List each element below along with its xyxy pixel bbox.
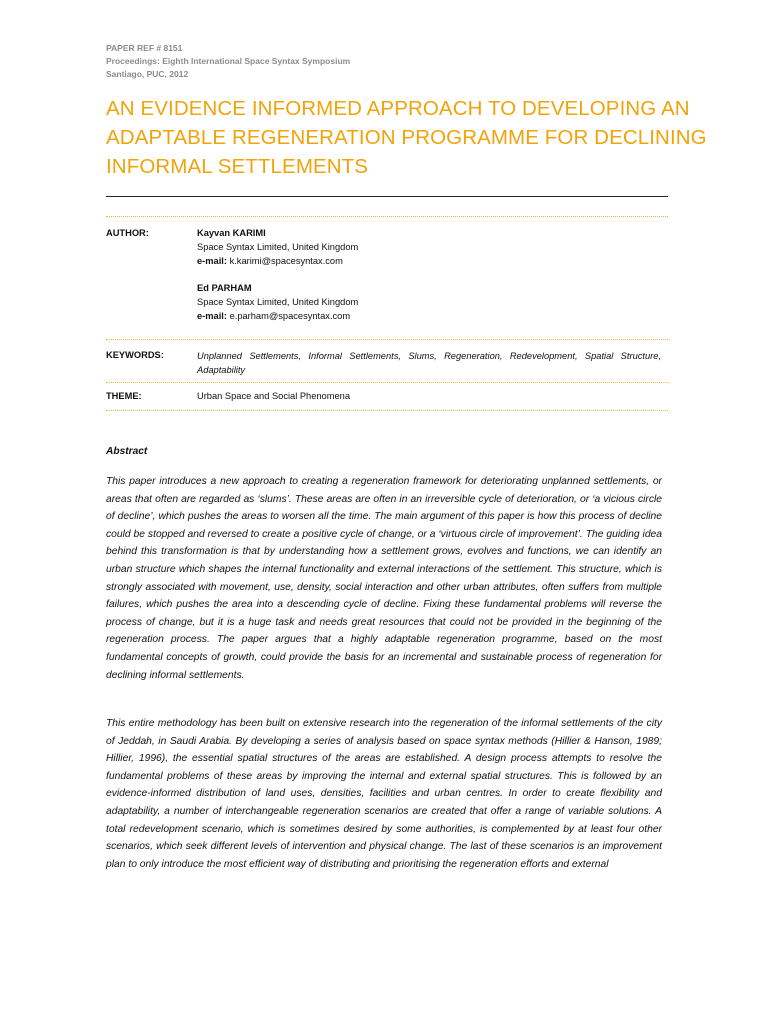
author-affiliation: Space Syntax Limited, United Kingdom — [197, 242, 359, 252]
author-affiliation: Space Syntax Limited, United Kingdom — [197, 297, 359, 307]
author-email: k.karimi@spacesyntax.com — [229, 256, 343, 266]
author-label: AUTHOR: — [106, 228, 149, 238]
abstract-paragraph: This paper introduces a new approach to creating a regeneration framework for deteriorating unplanned settlements, or areas that often are regarded as ‘slums’. These areas are often in an irreversible cycle of deterioration, or ‘a vicious circle of decline’, which pushes the areas to worsen all the time. The main argument of this paper is how this process of decline could be stopped and reversed to create a positive cycle of change, or a ‘virtuous circle of improvement’. The guiding idea behind this transformation is that by understanding how a settlement grows, evolves and functions, we can identify an urban structure which shapes the internal functionality and external interactions of the settlement. This structure, which is strongly associated with movement, use, density, social interaction and other urban attributes, often suffers from multiple failures, which pushes the area into a descending cycle of decline. Fixing these fundamental problems will reverse the process of change, but it is a huge task and needs great resources that could not be provided in the beginning of the regeneration process. The paper argues that a highly adaptable regeneration programme, based on the most fundamental concepts of growth, could provide the basis for an incremental and sustainable process of regeneration for declining informal settlements. — [106, 476, 662, 681]
paper-ref: PAPER REF # 8151 — [106, 43, 183, 53]
abstract-heading: Abstract — [106, 446, 148, 457]
author-block — [197, 281, 358, 323]
paper-title — [106, 94, 707, 181]
email-label: e-mail: — [197, 256, 227, 266]
title-divider — [106, 196, 668, 197]
dotted-divider — [106, 382, 668, 383]
author-name: Ed PARHAM — [197, 283, 252, 293]
author-name: Kayvan KARIMI — [197, 228, 266, 238]
proceedings-line: Proceedings: Eighth International Space Syntax Symposium — [106, 55, 351, 66]
title-line: ADAPTABLE REGENERATION PROGRAMME FOR DECLINING — [106, 126, 707, 149]
dotted-divider — [106, 410, 668, 411]
dotted-divider — [106, 216, 668, 217]
abstract-paragraph: This entire methodology has been built on extensive research into the regeneration of the informal settlements of the city of Jeddah, in Saudi Arabia. By developing a series of analysis based on space syntax methods (Hillier & Hanson, 1989; Hillier, 1996), the essential spatial structures of the areas are established. A design process attempts to resolve the fundamental problems of these areas by improving the internal and external spatial structures. This is followed by an evidence-informed distribution of land uses, densities, facilities and urban centres. In order to create flexibility and adaptability, a number of interchangeable regeneration scenarios are created that offer a range of variable solutions. A total redevelopment scenario, which is sometimes desired by some authorities, is complemented by at least four other scenarios, which seek different levels of intervention and physical change. The last of these scenarios is an improvement plan to only introduce the most efficient way of distributing and prioritising the regeneration efforts and external — [106, 718, 662, 870]
theme-label: THEME: — [106, 391, 142, 401]
keywords-text: Unplanned Settlements, Informal Settlements, Slums, Regeneration, Redevelopment, Spatial Structure, Adaptability — [197, 351, 661, 375]
paper-reference-header — [106, 42, 350, 80]
author-email: e.parham@spacesyntax.com — [229, 311, 351, 321]
location-line: Santiago, PUC, 2012 — [106, 68, 189, 79]
author-block — [197, 226, 358, 268]
title-line: INFORMAL SETTLEMENTS — [106, 155, 369, 178]
title-line: AN EVIDENCE INFORMED APPROACH TO DEVELOPING AN — [106, 97, 690, 120]
theme-text: Urban Space and Social Phenomena — [197, 391, 350, 401]
email-label: e-mail: — [197, 311, 227, 321]
keywords-label: KEYWORDS: — [106, 350, 164, 360]
dotted-divider — [106, 339, 668, 340]
